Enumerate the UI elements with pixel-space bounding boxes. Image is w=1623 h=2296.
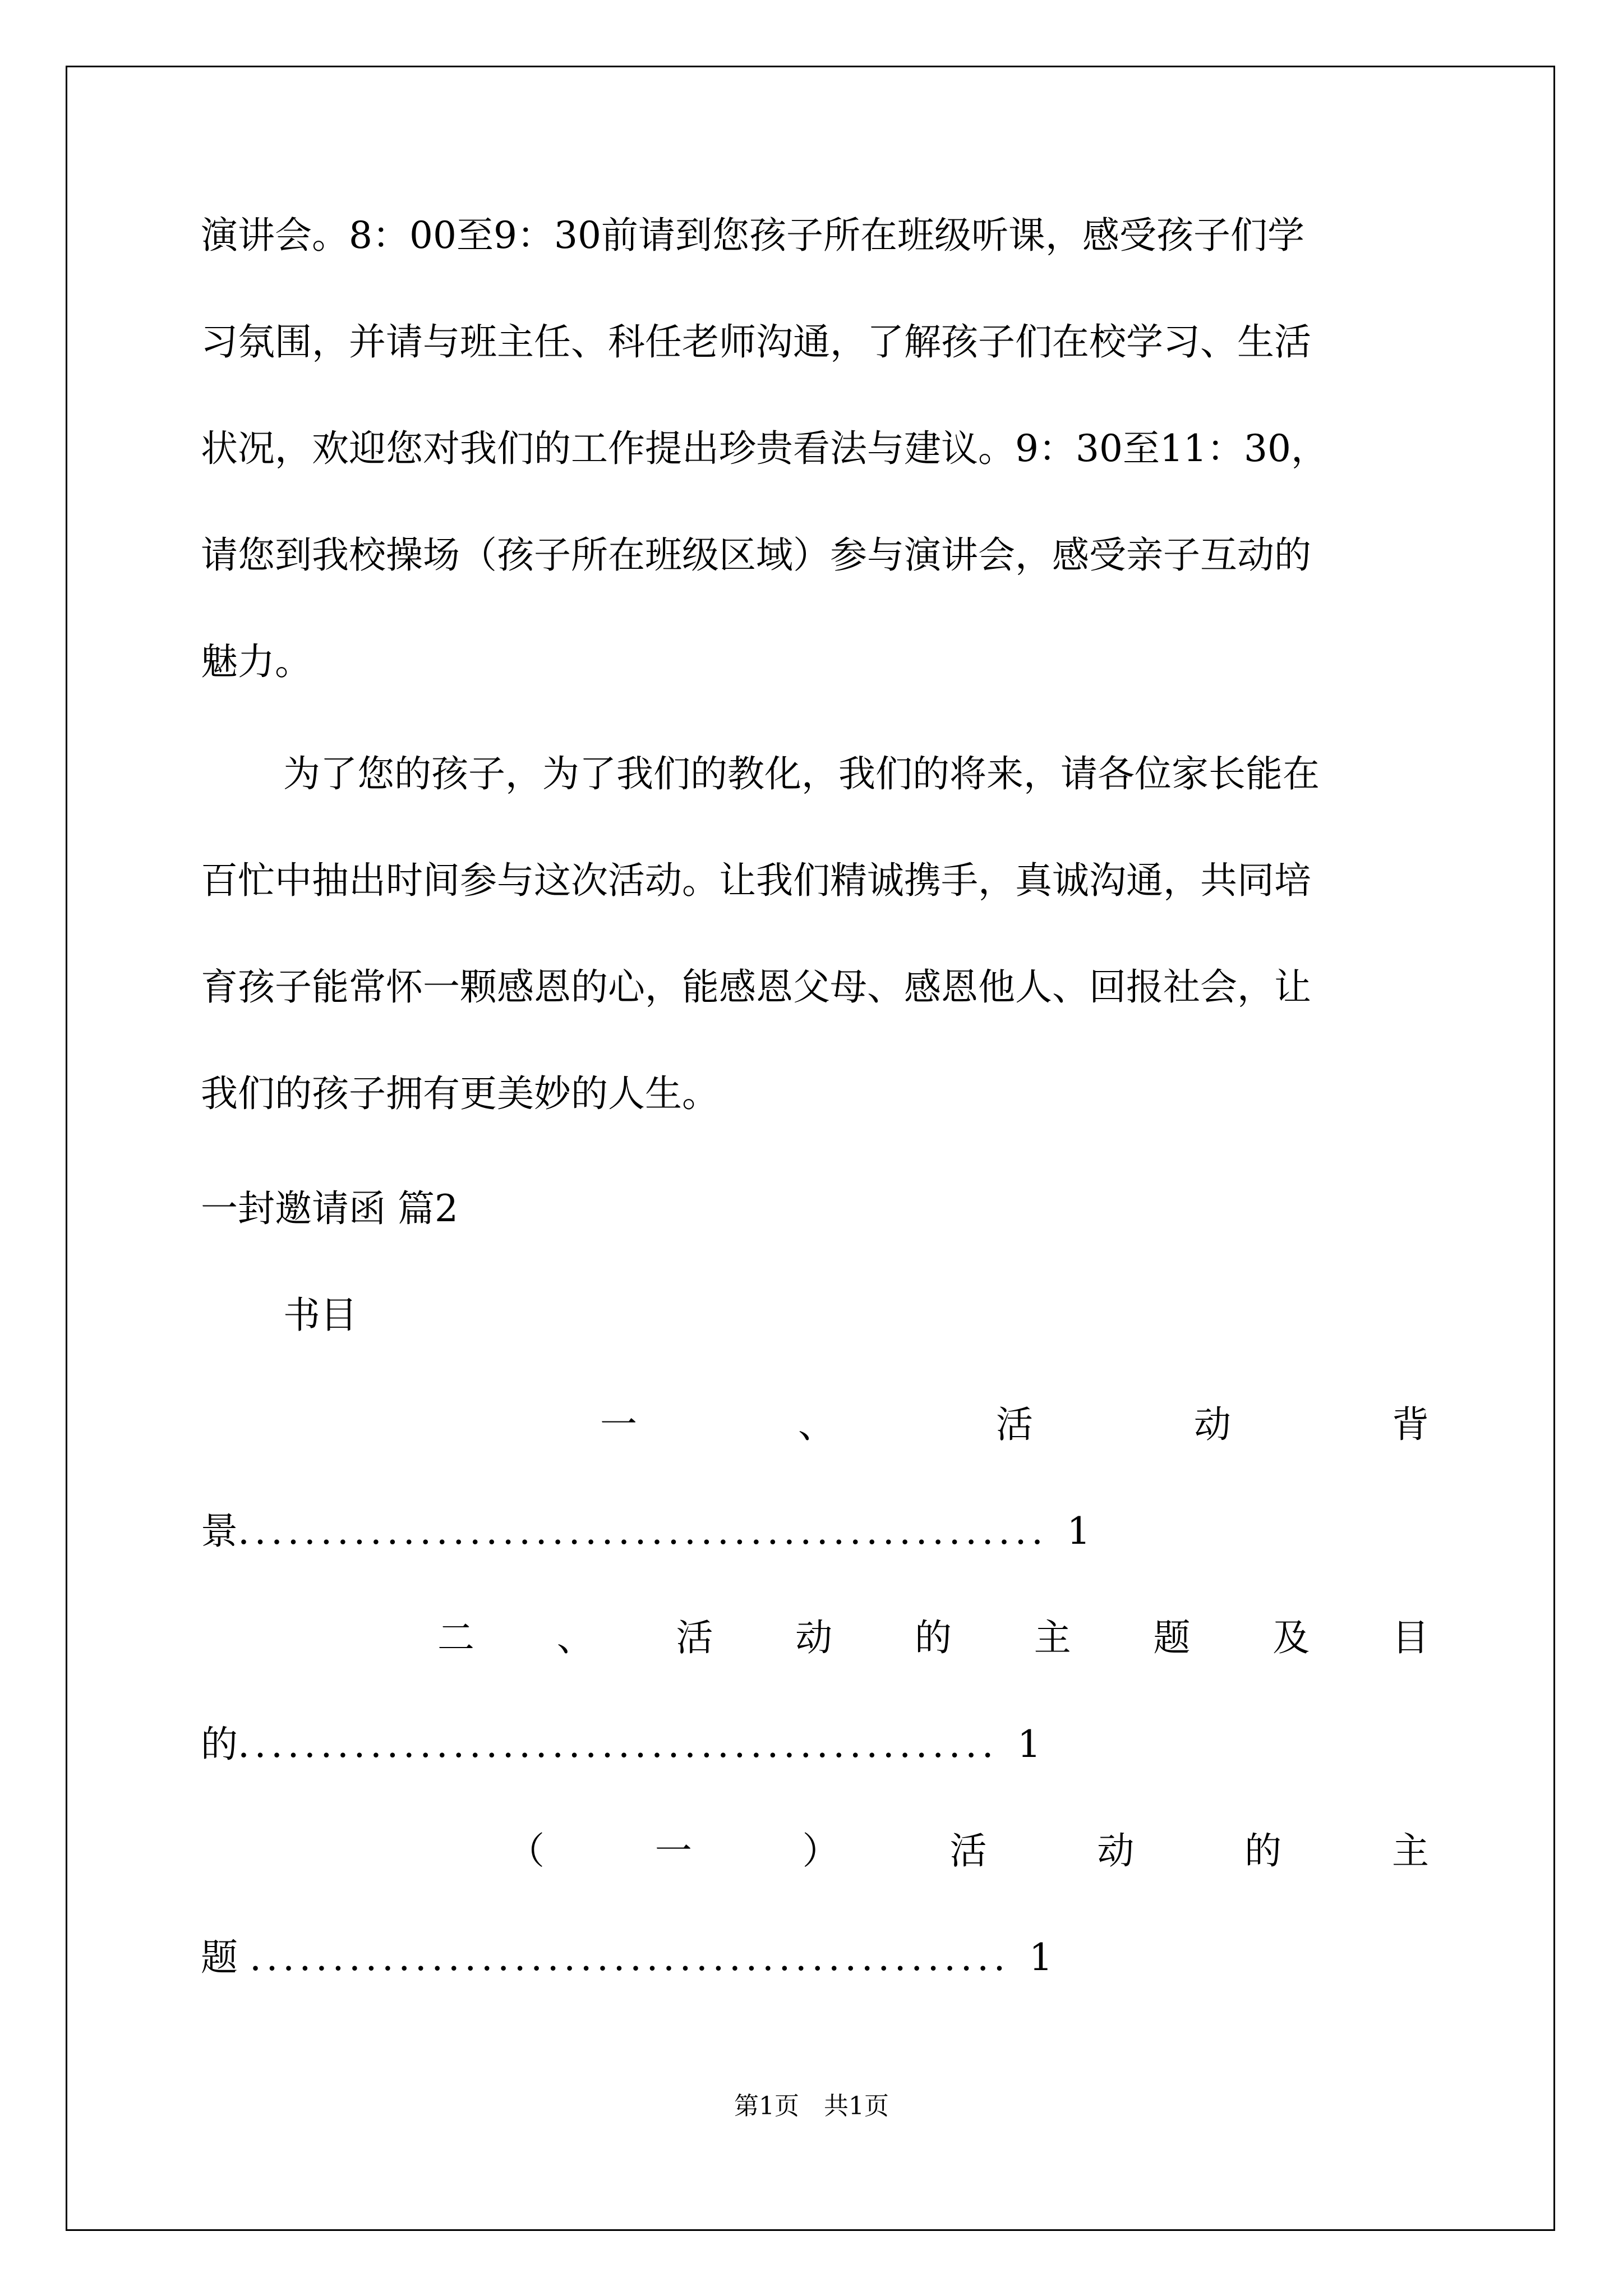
toc-char: ） (802, 1829, 840, 1872)
toc-entry-3-title (508, 1826, 1429, 1876)
toc-dot-leader: ................................................. (238, 1510, 1048, 1553)
toc-entry-2-leader (201, 1719, 1041, 1770)
section-heading: 一封邀请函 篇2 (201, 1187, 458, 1230)
toc-char: 一 (654, 1829, 692, 1872)
toc-entry-1-leader (201, 1506, 1091, 1557)
toc-char: 主 (1034, 1616, 1071, 1659)
toc-char: 及 (1272, 1616, 1310, 1659)
paragraph-2-line-4: 我们的孩子拥有更美妙的人生。 (201, 1072, 719, 1115)
toc-char: （ (508, 1829, 545, 1872)
toc-continuation: 的 (201, 1723, 238, 1766)
toc-page-number: 1 (1067, 1510, 1091, 1553)
paragraph-1-line-5: 魅力。 (201, 640, 312, 683)
page-border (66, 66, 1555, 2231)
toc-char: 的 (1244, 1829, 1282, 1872)
toc-char: 动 (1097, 1829, 1135, 1872)
toc-dot-leader: .............................................. (238, 1723, 999, 1766)
toc-char: 二 (437, 1616, 474, 1659)
toc-char: 的 (915, 1616, 952, 1659)
toc-char: 、 (798, 1403, 835, 1446)
toc-char: 活 (996, 1403, 1033, 1446)
toc-heading: 书目 (283, 1294, 357, 1337)
toc-char: 活 (949, 1829, 987, 1872)
toc-entry-2-title (437, 1613, 1429, 1663)
toc-continuation: 景 (201, 1510, 238, 1553)
toc-page-number: 1 (1017, 1723, 1041, 1766)
toc-dot-leader: .............................................. (249, 1936, 1011, 1979)
paragraph-1-line-3: 状况，欢迎您对我们的工作提出珍贵看法与建议。9：30至11：30， (201, 427, 1328, 470)
paragraph-2-line-2: 百忙中抽出时间参与这次活动。让我们精诚携手，真诚沟通，共同培 (201, 859, 1311, 902)
toc-char: 主 (1391, 1829, 1429, 1872)
paragraph-1-line-2: 习氛围，并请与班主任、科任老师沟通，了解孩子们在校学习、生活 (201, 320, 1311, 364)
toc-entry-1-title (600, 1400, 1429, 1450)
toc-char: 活 (676, 1616, 713, 1659)
paragraph-1-line-4: 请您到我校操场（孩子所在班级区域）参与演讲会，感受亲子互动的 (201, 533, 1311, 577)
paragraph-2-line-1: 为了您的孩子，为了我们的教化，我们的将来，请各位家长能在 (283, 752, 1320, 795)
paragraph-2-line-3: 育孩子能常怀一颗感恩的心，能感恩父母、感恩他人、回报社会，让 (201, 965, 1311, 1009)
toc-char: 目 (1392, 1616, 1429, 1659)
toc-entry-3-leader (201, 1932, 1053, 1983)
toc-page-number: 1 (1029, 1936, 1053, 1979)
page-footer: 第1页 共1页 (734, 2092, 889, 2120)
toc-char: 背 (1392, 1403, 1429, 1446)
toc-char: 动 (795, 1616, 833, 1659)
toc-char: 动 (1194, 1403, 1231, 1446)
toc-char: 题 (1153, 1616, 1191, 1659)
paragraph-1-line-1: 演讲会。8：00至9：30前请到您孩子所在班级听课，感受孩子们学 (201, 214, 1304, 257)
toc-char: 一 (600, 1403, 637, 1446)
toc-continuation: 题 (201, 1936, 250, 1979)
toc-char: 、 (556, 1616, 594, 1659)
